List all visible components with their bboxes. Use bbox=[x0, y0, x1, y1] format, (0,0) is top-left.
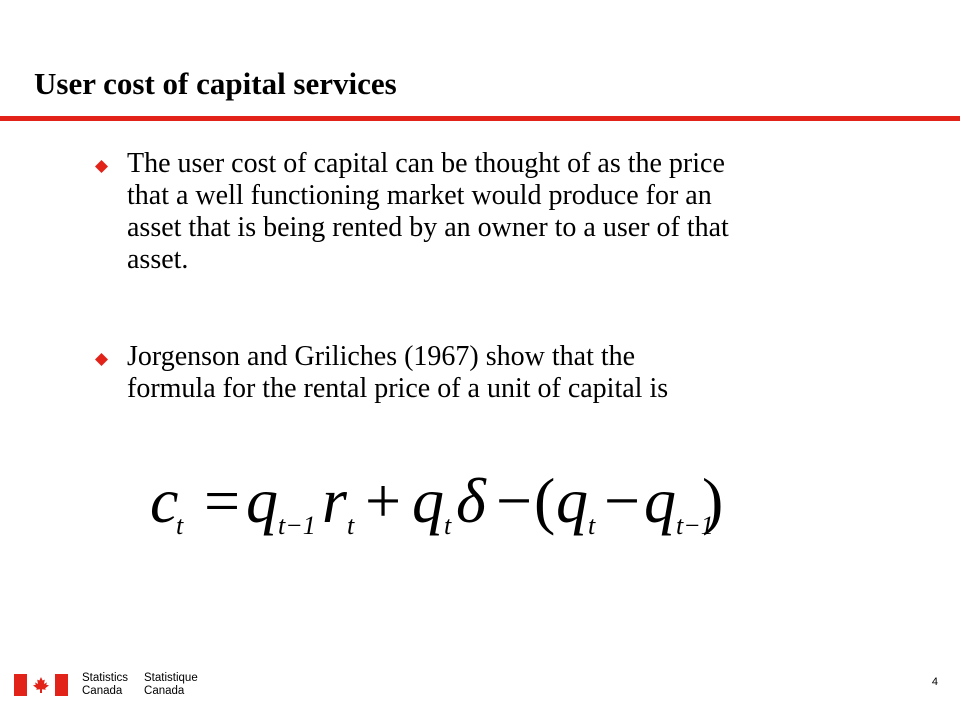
formula-left-paren: ( bbox=[534, 465, 556, 536]
formula-q: q bbox=[412, 465, 444, 536]
bullet-text: Jorgenson and Griliches (1967) show that the formula for the rental price of a unit of capital is bbox=[127, 341, 669, 404]
formula-equals: = bbox=[204, 465, 241, 536]
wordmark-english: Statistics Canada bbox=[82, 672, 129, 697]
wordmark-french: Statistique Canada bbox=[144, 672, 198, 697]
statcan-logo bbox=[14, 672, 214, 698]
slide-title: User cost of capital services bbox=[34, 66, 397, 101]
formula-minus: − bbox=[496, 465, 533, 536]
formula-r: r bbox=[322, 465, 347, 536]
formula-sub-t-minus-1: t−1 bbox=[278, 511, 316, 540]
formula-c: c bbox=[150, 465, 179, 536]
title-divider bbox=[0, 116, 960, 121]
formula-right-paren: ) bbox=[702, 465, 724, 536]
formula-q: q bbox=[556, 465, 588, 536]
user-cost-formula bbox=[150, 464, 724, 554]
formula-sub-t: t bbox=[444, 511, 452, 540]
canada-flag-icon bbox=[14, 674, 68, 696]
formula-sub-t: t bbox=[347, 511, 355, 540]
formula-plus: + bbox=[365, 465, 402, 536]
bullet-text: The user cost of capital can be thought of as the price that a well functioning market would produce for an asset that is being rented by an owner to a user of that asset. bbox=[127, 148, 729, 275]
diamond-bullet-icon bbox=[95, 160, 108, 173]
formula-minus: − bbox=[604, 465, 641, 536]
formula-q: q bbox=[644, 465, 676, 536]
formula-q: q bbox=[246, 465, 278, 536]
diamond-bullet-icon bbox=[95, 353, 108, 366]
formula-sub-t-minus-1: t−1 bbox=[676, 511, 714, 540]
bullet-item bbox=[95, 341, 885, 405]
bullet-item bbox=[95, 148, 885, 276]
formula-sub-t: t bbox=[176, 511, 184, 540]
formula-delta: δ bbox=[456, 465, 486, 536]
page-number: 4 bbox=[931, 676, 938, 688]
formula-sub-t: t bbox=[588, 511, 596, 540]
